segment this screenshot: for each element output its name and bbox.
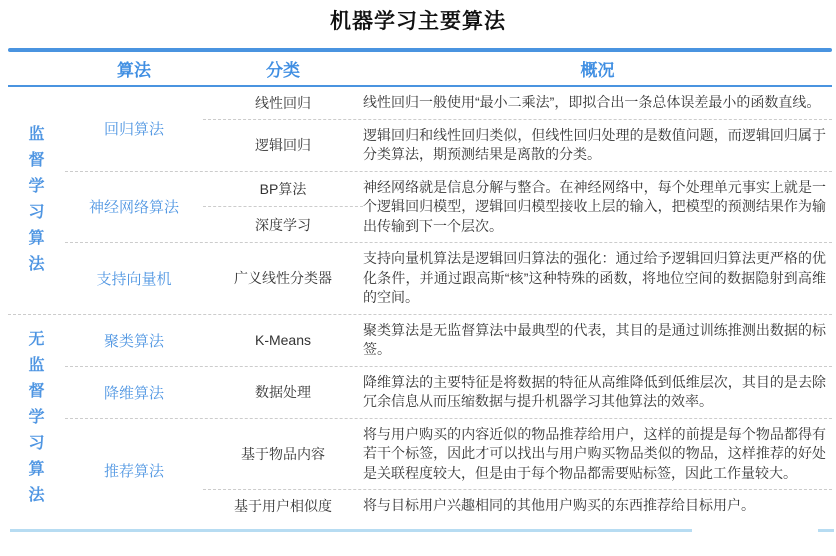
group-label-text: 监督学习算法 (28, 126, 45, 274)
category-cell: 线性回归 (255, 94, 311, 111)
column-header-category: 分类 (266, 61, 300, 80)
algo-band-dim-reduction (65, 367, 832, 418)
category-cell: BP算法 (259, 180, 307, 197)
table-bottom-rule (10, 529, 834, 532)
table-header-row (8, 52, 832, 85)
algo-band-clustering (65, 315, 832, 366)
group-label-unsupervised (8, 315, 65, 522)
algo-neural-network-rows (203, 172, 832, 243)
table-row (203, 172, 832, 243)
algo-label-dim-reduction: 降维算法 (103, 384, 164, 402)
algo-band-svm (65, 243, 832, 314)
overview-cell: 聚类算法是无监督算法中最典型的代表，其目的是通过训练推测出数据的标签。 (363, 321, 826, 357)
overview-cell: 逻辑回归和线性回归类似，但线性回归处理的是数值问题，而逻辑回归属于分类算法，期预测结果是离散的分类。 (363, 126, 826, 162)
group-supervised (8, 87, 832, 314)
page-title: 机器学习主要算法 (330, 10, 506, 33)
table-row (203, 490, 832, 522)
algo-band-regression (65, 87, 832, 171)
table-row (203, 243, 832, 314)
algo-label-recommendation: 推荐算法 (103, 462, 164, 480)
overview-cell: 线性回归一般使用“最小二乘法”，即拟合出一条总体误差最小的函数直线。 (363, 94, 821, 110)
algo-clustering-rows (203, 315, 832, 366)
algo-label-regression: 回归算法 (103, 121, 164, 139)
group-label-text: 无监督学习算法 (28, 331, 45, 504)
table-row (203, 315, 832, 366)
group-supervised-content (65, 87, 832, 314)
group-label-supervised (8, 87, 65, 314)
overview-cell: 将与目标用户兴趣相同的其他用户购买的东西推荐给目标用户。 (363, 497, 755, 513)
category-cell: 逻辑回归 (255, 137, 311, 153)
overview-cell: 将与用户购买的内容近似的物品推荐给用户，这样的前提是每个物品都得有若干个标签，因此才可以找出与用户购买物品类似的物品，这样推荐的好处是关联程度较大，但是由于每个物品都需要贴标签，因此工作量较大。 (363, 425, 826, 481)
category-cell: 深度学习 (255, 216, 311, 233)
bottom-rule-left-segment (10, 529, 692, 532)
category-cell: 基于用户相似度 (234, 497, 332, 514)
category-cell: 数据处理 (255, 384, 311, 400)
algo-svm-rows (203, 243, 832, 314)
group-unsupervised-content (65, 315, 832, 522)
overview-cell: 神经网络就是信息分解与整合。在神经网络中，每个处理单元事实上就是一个逻辑回归模型，逻辑回归模型接收上层的输入，把模型的预测结果作为输出传输到下一个层次。 (363, 178, 826, 234)
algorithms-table (8, 48, 832, 522)
algo-label-neural-network: 神经网络算法 (88, 199, 179, 217)
table-row (203, 367, 832, 418)
algo-band-recommendation (65, 419, 832, 522)
table-row (203, 419, 832, 490)
algo-regression-rows (203, 87, 832, 171)
group-unsupervised (8, 315, 832, 522)
table-row (203, 120, 832, 171)
category-stack (203, 172, 363, 243)
table-row (203, 87, 832, 119)
algo-recommendation-rows (203, 419, 832, 522)
algo-band-neural-network (65, 172, 832, 243)
category-cell: 基于物品内容 (241, 445, 325, 462)
overview-cell: 支持向量机算法是逻辑回归算法的强化：通过给予逻辑回归算法更严格的优化条件，并通过跟高斯“核”这种特殊的函数，将地位空间的数据隐射到高维的空间。 (363, 250, 826, 305)
overview-cell: 降维算法的主要特征是将数据的特征从高维降低到低维层次，其目的是去除冗余信息从而压缩数据与提升机器学习其他算法的效率。 (363, 373, 826, 409)
algo-dim-reduction-rows (203, 367, 832, 418)
category-cell: K-Means (254, 332, 312, 348)
column-header-algorithm: 算法 (117, 61, 151, 80)
column-header-overview: 概况 (580, 61, 615, 80)
algo-label-svm: 支持向量机 (96, 270, 172, 288)
category-cell: 广义线性分类器 (234, 270, 332, 287)
bottom-rule-right-segment (818, 529, 834, 532)
algo-label-clustering: 聚类算法 (103, 332, 164, 350)
